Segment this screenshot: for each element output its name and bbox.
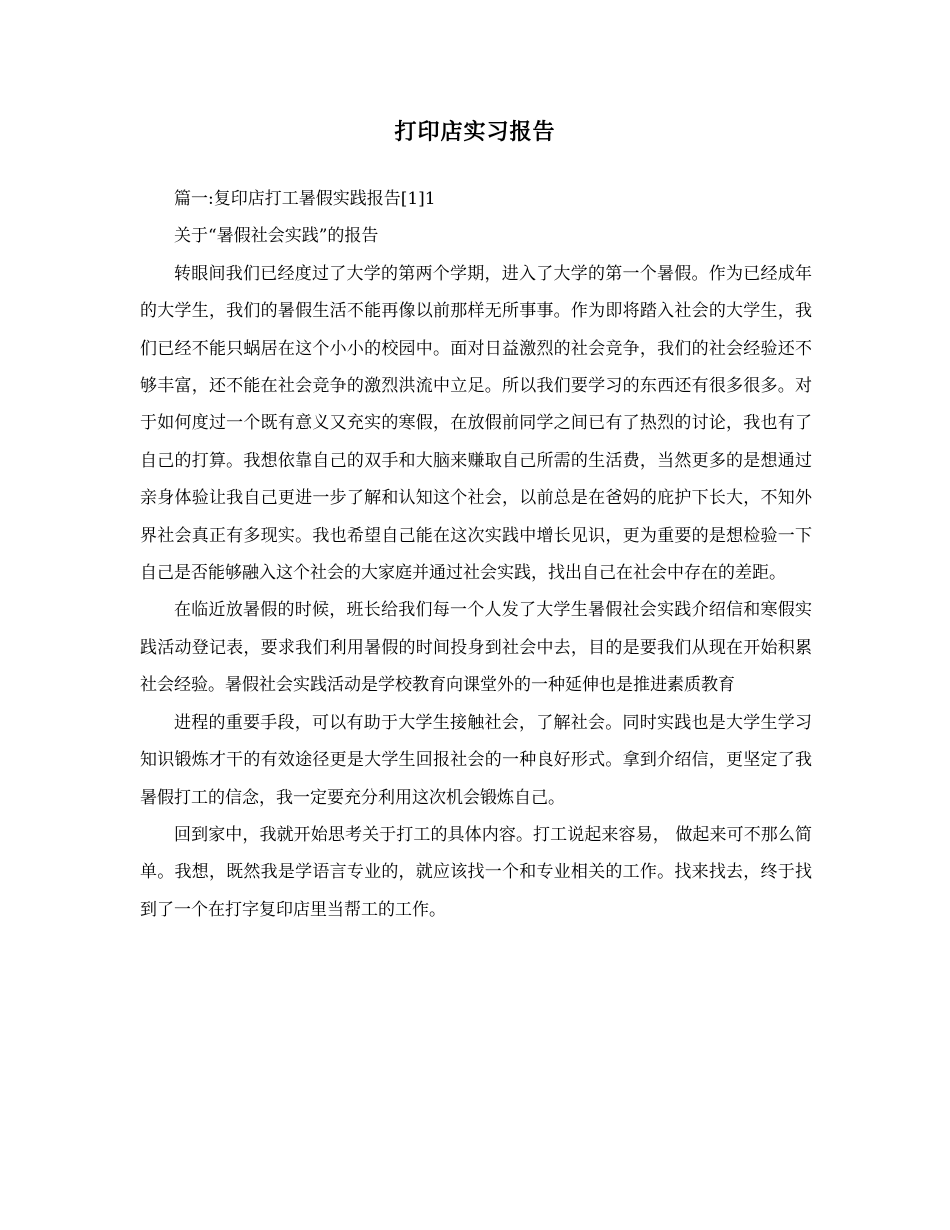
paragraph-report-heading: 关于“暑假社会实践”的报告 bbox=[174, 226, 379, 247]
paragraph-job-search: 回到家中，我就开始思考关于打工的具体内容。打工说起来容易， 做起来可不那么简单。我想，既然我是学语言专业的，就应该找一个和专业相关的工作。找来找去，终于找到了一个在打字复印店里当帮工的工作。 bbox=[140, 824, 812, 920]
paragraph-assignment: 在临近放暑假的时候，班长给我们每一个人发了大学生暑假社会实践介绍信和寒假实践活动登记表，要求我们利用暑假的时间投身到社会中去，目的是要我们从现在开始积累社会经验。暑假社会实践活动是学校教育向课堂外的一种延伸也是推进素质教育 bbox=[140, 600, 812, 696]
document-title: 打印店实习报告 bbox=[394, 119, 556, 145]
paragraph-introduction: 转眼间我们已经度过了大学的第两个学期，进入了大学的第一个暑假。作为已经成年的大学生，我们的暑假生活不能再像以前那样无所事事。作为即将踏入社会的大学生，我们已经不能只蜗居在这个小小的校园中。面对日益激烈的社会竞争，我们的社会经验还不够丰富，还不能在社会竞争的激烈洪流中立足。所以我们要学习的东西还有很多很多。对于如何度过一个既有意义又充实的寒假，在放假前同学之间已有了热烈的讨论，我也有了自己的打算。我想依靠自己的双手和大脑来赚取自己所需的生活费，当然更多的是想通过亲身体验让我自己更进一步了解和认知这个社会，以前总是在爸妈的庇护下长大，不知外界社会真正有多现实。我也希望自己能在这次实践中增长见识，更为重要的是想检验一下自己是否能够融入这个社会的大家庭并通过社会实践，找出自己在社会中存在的差距。 bbox=[140, 263, 812, 584]
document-body bbox=[140, 181, 812, 929]
paragraph-section-heading: 篇一:复印店打工暑假实践报告[1]1 bbox=[174, 189, 436, 209]
paragraph-significance: 进程的重要手段，可以有助于大学生接触社会，了解社会。同时实践也是大学生学习知识锻炼才干的有效途径更是大学生回报社会的一种良好形式。拿到介绍信，更坚定了我暑假打工的信念，我一定要充分利用这次机会锻炼自己。 bbox=[140, 712, 812, 808]
